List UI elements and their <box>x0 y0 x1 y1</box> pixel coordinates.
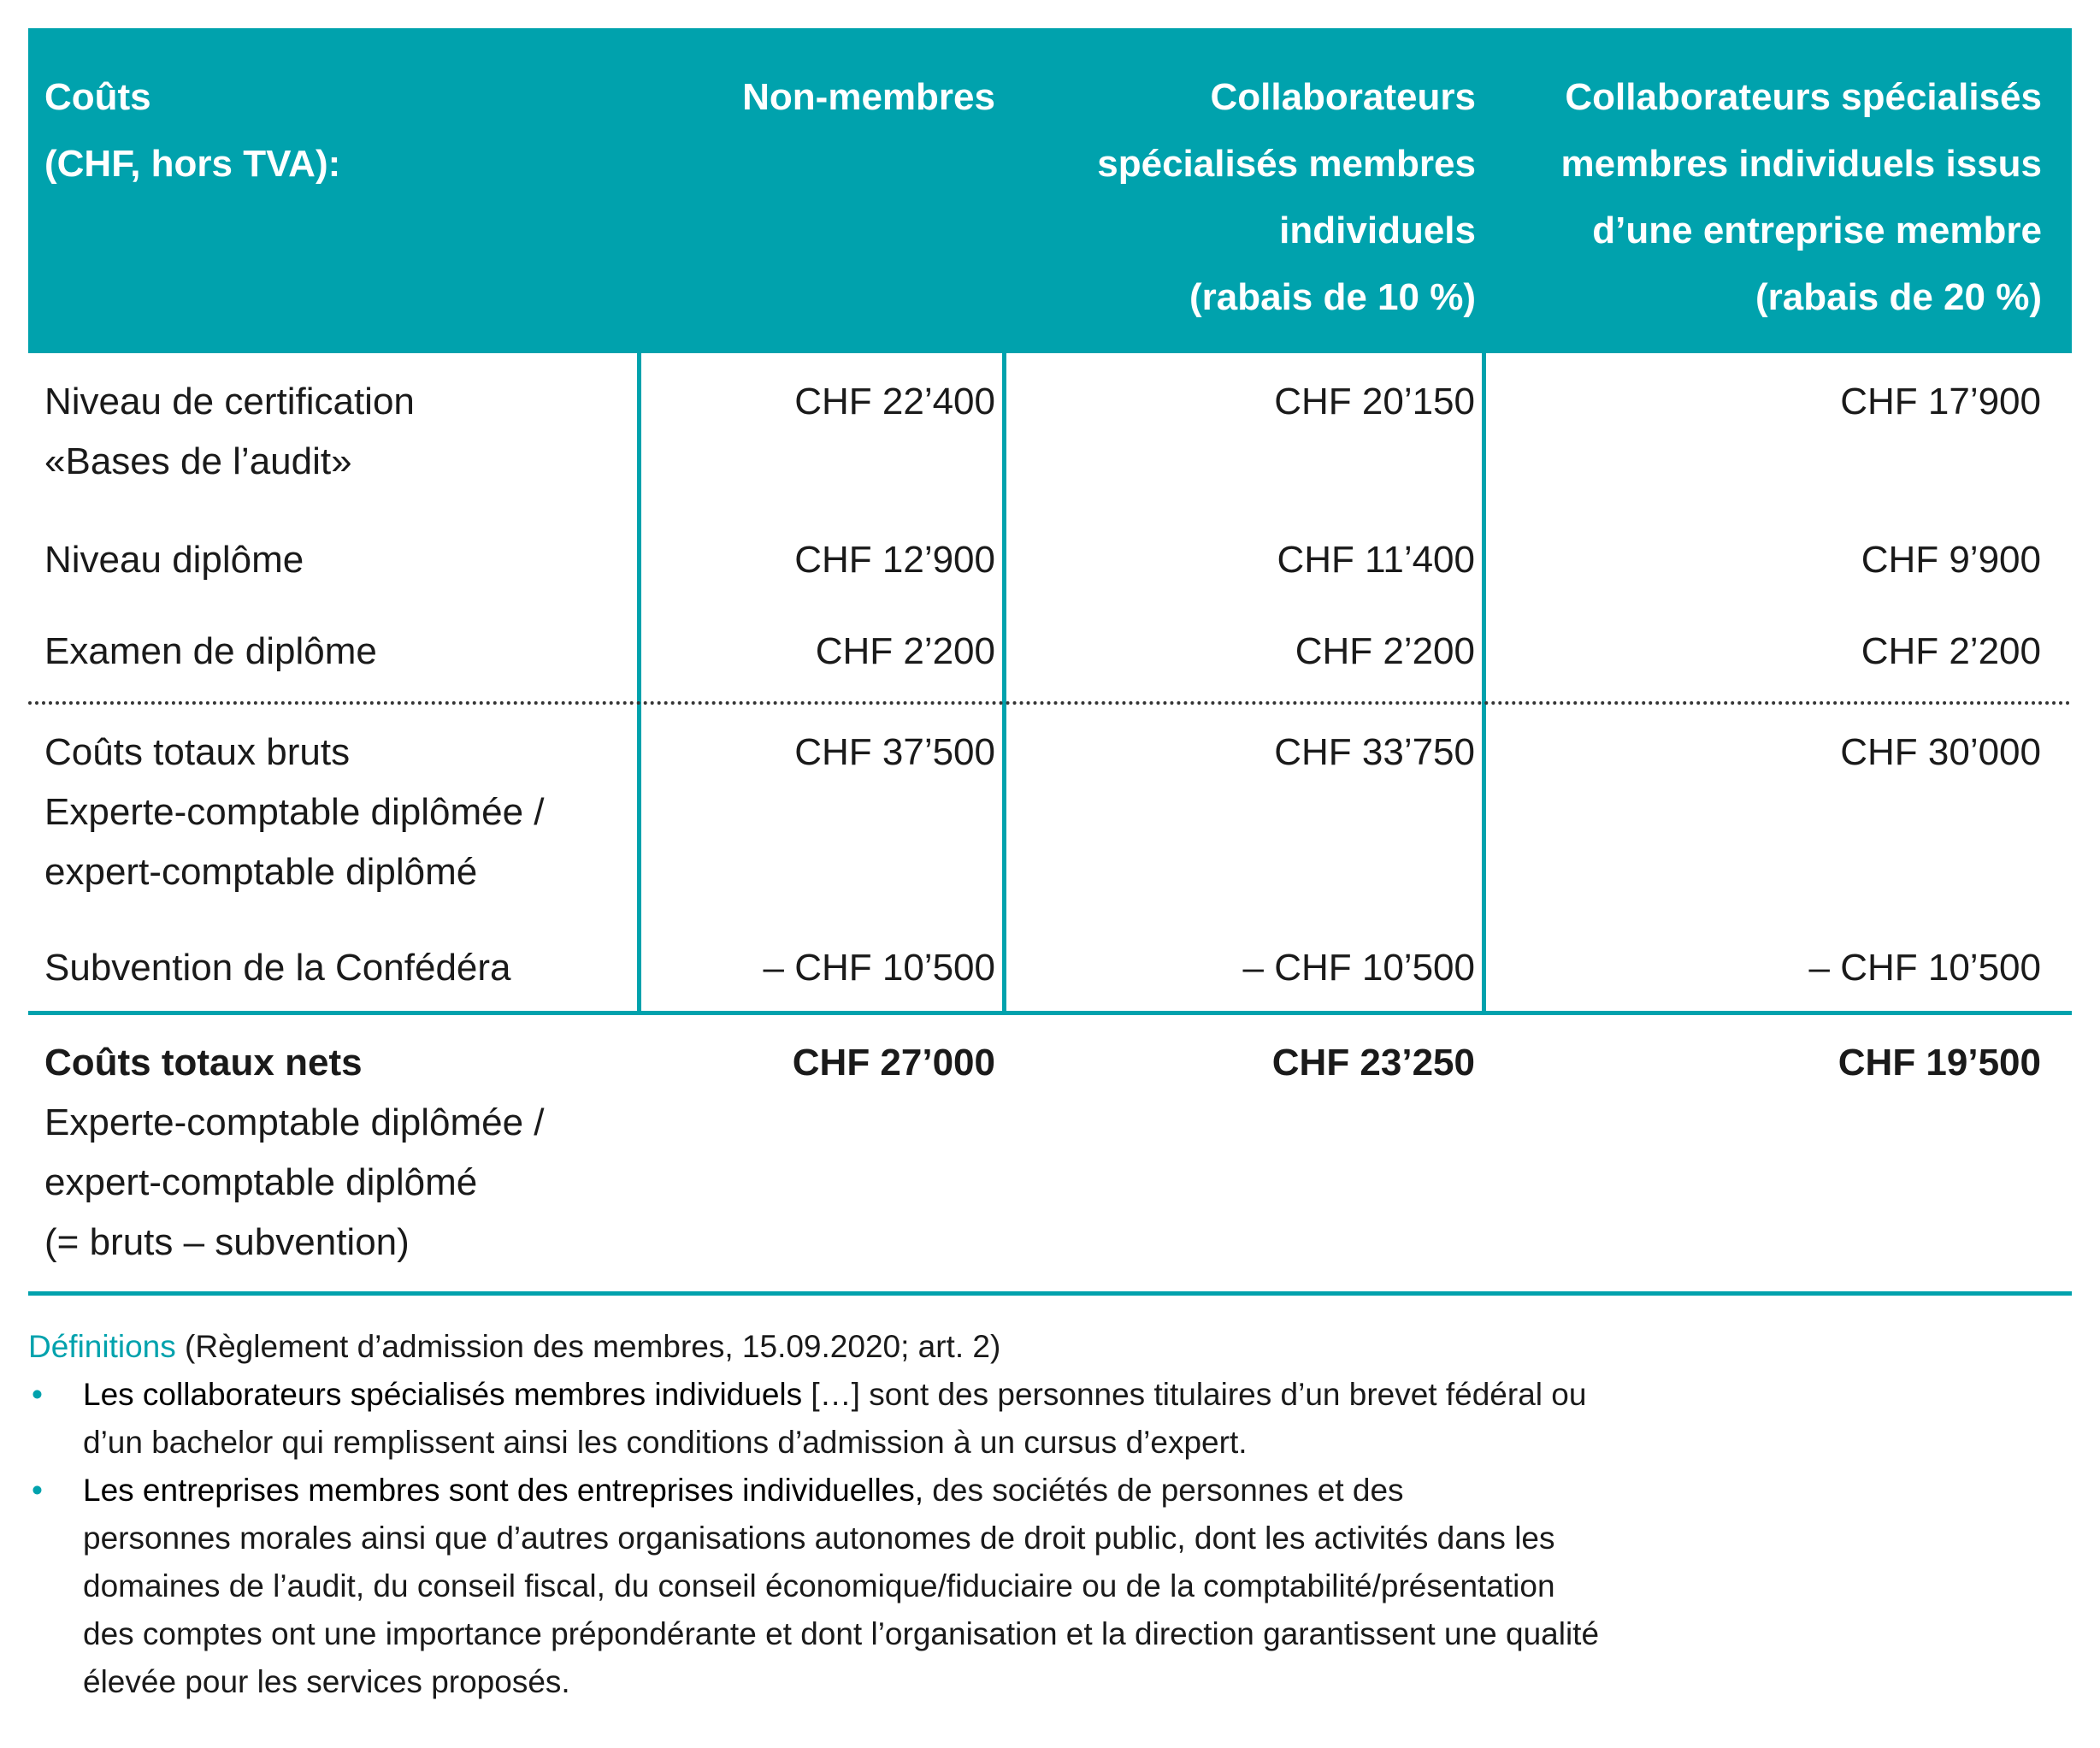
table-bottom-rule <box>28 1291 2072 1296</box>
column-divider <box>637 353 641 1012</box>
definitions <box>28 1323 1909 1706</box>
cell-value: CHF 12’900 <box>794 539 995 581</box>
total-separator <box>28 1011 2072 1015</box>
cell-value: CHF 9’900 <box>1861 539 2041 581</box>
definition-term: Les collaborateurs spécialisés membres individuels <box>83 1377 803 1412</box>
cell-value: CHF 30’000 <box>1840 731 2041 773</box>
bullet-icon: • <box>32 1377 43 1412</box>
cell-value: – CHF 10’500 <box>1808 947 2041 989</box>
header-firm-members: Collaborateurs spécialisés membres individuels issus d’une entreprise membre (rabais de 20 %) <box>1560 76 2042 318</box>
row-label-diploma-level: Niveau diplôme <box>44 539 304 581</box>
definitions-title-line <box>28 1323 1909 1371</box>
header-individual-members: Collaborateurs spécialisés membres individuels (rabais de 10 %) <box>1097 76 1476 318</box>
definition-item: • Les collaborateurs spécialisés membres individuels […] sont des personnes titulaires d’un brevet fédéral ou d’un bachelor qui remplissent ainsi les conditions d’admission à un cursus d’expert. <box>28 1371 1909 1467</box>
row-label-subsidy: Subvention de la Confédéra <box>44 947 511 989</box>
cell-value: CHF 20’150 <box>1274 381 1475 422</box>
row-label-net-costs: Coûts totaux nets Experte-comptable diplômée / expert-comptable diplômé (= bruts – subvention) <box>44 1042 545 1263</box>
row-label-certification: Niveau de certification «Bases de l’audit» <box>44 381 415 482</box>
column-divider <box>1482 353 1486 1012</box>
definition-item: • Les entreprises membres sont des entreprises individuelles, des sociétés de personnes et des personnes morales ainsi que d’autres organisations autonomes de droit public, dont les activités dans les domaines de l’audit, du conseil fiscal, du conseil économique/fiduciaire ou de la comptabilité/présentation des comptes ont une importance prépondérante et dont l’organisation et la direction garantissent une qualité élevée pour les services proposés. <box>28 1467 1909 1706</box>
definitions-title: Définitions <box>28 1329 176 1364</box>
cell-value: CHF 22’400 <box>794 381 995 422</box>
cell-value: – CHF 10’500 <box>763 947 995 989</box>
cell-value: CHF 2’200 <box>1295 630 1475 672</box>
cell-value: CHF 17’900 <box>1840 381 2041 422</box>
cell-value: CHF 2’200 <box>1861 630 2041 672</box>
cell-value: CHF 11’400 <box>1277 539 1475 581</box>
definitions-source: (Règlement d’admission des membres, 15.09.2020; art. 2) <box>175 1329 1001 1364</box>
total-value: CHF 19’500 <box>1838 1042 2041 1084</box>
table-header <box>28 28 2072 353</box>
row-label-gross-costs: Coûts totaux bruts Experte-comptable diplômée / expert-comptable diplômé <box>44 731 545 893</box>
cell-value: CHF 37’500 <box>794 731 995 773</box>
header-costs: Coûts (CHF, hors TVA): <box>44 76 341 185</box>
header-non-members: Non-membres <box>742 76 995 118</box>
cell-value: – CHF 10’500 <box>1242 947 1475 989</box>
bullet-icon: • <box>32 1473 43 1508</box>
total-value: CHF 23’250 <box>1271 1042 1475 1084</box>
row-label-diploma-exam: Examen de diplôme <box>44 630 377 672</box>
total-value: CHF 27’000 <box>792 1042 995 1084</box>
dotted-separator <box>28 701 2072 705</box>
cell-value: CHF 2’200 <box>815 630 995 672</box>
column-divider <box>1002 353 1006 1012</box>
definition-term: Les entreprises membres sont des entreprises individuelles, <box>83 1473 924 1508</box>
cell-value: CHF 33’750 <box>1274 731 1475 773</box>
